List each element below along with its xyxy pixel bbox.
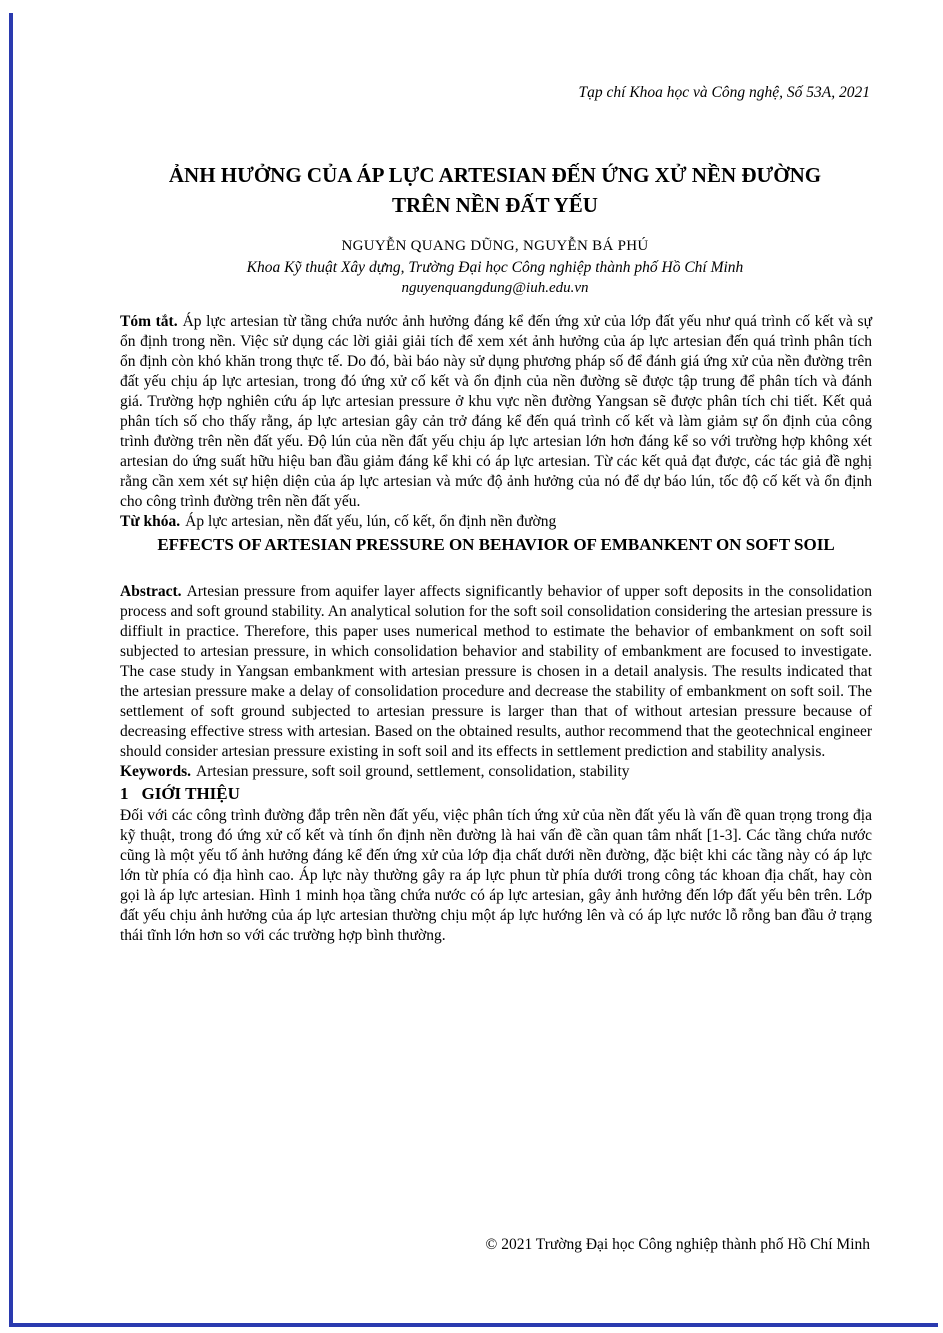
keywords-en-label: Keywords. bbox=[120, 763, 192, 780]
paper-title bbox=[100, 160, 890, 220]
page-border-left bbox=[9, 13, 13, 1327]
paper-title-line2: TRÊN NỀN ĐẤT YẾU bbox=[392, 193, 598, 217]
footer-copyright: © 2021 Trường Đại học Công nghiệp thành phố Hồ Chí Minh bbox=[485, 1236, 870, 1253]
author-email: nguyenquangdung@iuh.edu.vn bbox=[401, 280, 589, 296]
authors-line: NGUYỄN QUANG DŨNG, NGUYỄN BÁ PHÚ bbox=[341, 238, 649, 254]
keywords-en-line bbox=[120, 762, 872, 782]
abstract-en-paragraph bbox=[120, 582, 872, 762]
abstract-en-label: Abstract. bbox=[120, 583, 182, 600]
paper-body-column bbox=[120, 312, 872, 946]
section-1-heading bbox=[120, 782, 872, 806]
affiliation-line: Khoa Kỹ thuật Xây dựng, Trường Đại học Công nghiệp thành phố Hồ Chí Minh bbox=[246, 259, 744, 276]
journal-header: Tạp chí Khoa học và Công nghệ, Số 53A, 2021 bbox=[578, 84, 870, 101]
keywords-en-text: Artesian pressure, soft soil ground, settlement, consolidation, stability bbox=[196, 763, 630, 780]
section-1-paragraph: Đối với các công trình đường đắp trên nền đất yếu, việc phân tích ứng xử của nền đất yếu là vấn đề quan trọng trong địa kỹ thuật, trong đó ứng xử cố kết và tính ổn định nền đường là hai vấn đề cần quan tâm nhất [1-3]. Các tầng chứa nước cũng là một yếu tố ảnh hưởng đáng kể đến ứng xử của lớp địa chất dưới nền đường, đặc biệt khi các tầng này có áp lực lớn từ phía có địa hình cao. Áp lực này thường gây ra áp lực phun từ phía dưới trong công tác khoan địa chất, hay còn gọi là áp lực artesian. Hình 1 minh họa tầng chứa nước có áp lực artesian, gây ảnh hưởng đến lớp đất yếu bên trên. Lớp đất yếu chịu ảnh hưởng của áp lực artesian thường chịu một áp lực hướng lên và có áp lực nước lỗ rỗng ban đầu ở trạng thái tĩnh lớn hơn so với các trường hợp bình thường. bbox=[120, 807, 872, 944]
page-border-bottom bbox=[9, 1323, 938, 1327]
section-1-title: GIỚI THIỆU bbox=[141, 784, 240, 803]
abstract-vi-label: Tóm tắt. bbox=[120, 313, 178, 330]
keywords-vi-text: Áp lực artesian, nền đất yếu, lún, cố kết, ổn định nền đường bbox=[185, 513, 557, 530]
english-title: EFFECTS OF ARTESIAN PRESSURE ON BEHAVIOR OF EMBANKENT ON SOFT SOIL bbox=[157, 535, 835, 554]
paper-title-line1: ẢNH HƯỞNG CỦA ÁP LỰC ARTESIAN ĐẾN ỨNG XỬ NỀN ĐƯỜNG bbox=[168, 163, 822, 187]
section-1-number: 1 bbox=[120, 784, 129, 803]
abstract-vi-text: Áp lực artesian từ tầng chứa nước ảnh hưởng đáng kể đến ứng xử của lớp đất yếu như quá trình cố kết và sự ổn định trong nền. Việc sử dụng các lời giải giải tích để xem xét ảnh hưởng của áp lực artesian đến quá trình phân tích ổn định còn khó khăn trong thực tế. Do đó, bài báo này sử dụng phương pháp số để đánh giá ứng xử của nền đường trên đất yếu chịu áp lực artesian, trong đó ứng xử cố kết và ổn định của nền đường sẽ được tập trung để phân tích và đánh giá. Trường hợp nghiên cứu áp lực artesian pressure ở khu vực nền đường Yangsan sẽ được phân tích chi tiết. Kết quả phân tích số cho thấy rằng, áp lực artesian gây cản trở đáng kể đến quá trình cố kết và làm giảm sự ổn định của công trình đường trên nền đất yếu. Độ lún của nền đất yếu chịu áp lực artesian lớn hơn đáng kể so với trường hợp không xét artesian do ứng suất hữu hiệu ban đầu giảm đáng kể khi có áp lực artesian. Từ các kết quả đạt được, các tác giả đề nghị rằng cần xem xét sự hiện diện của áp lực artesian và mức độ ảnh hưởng của nó để dự báo lún, tốc độ cố kết và ổn định cho công trình đường trên nền đất yếu. bbox=[120, 313, 872, 510]
abstract-en-text: Artesian pressure from aquifer layer affects significantly behavior of upper soft deposits in the consolidation process and soft ground stability. An analytical solution for the soft soil consolidation considering the artesian pressure is diffiult in practice. Therefore, this paper uses numerical method to estimate the behavior of embankment on soft soil subjected to artesian pressure, in which consolidation behavior and stability of embankment are focused to investigate. The case study in Yangsan embankment with artesian pressure is chosen in a detail analysis. The results indicated that the artesian pressure make a delay of consolidation procedure and decrease the stability of embankment on soft soil. The settlement of soft ground subjected to artesian pressure is larger than that of without artesian pressure because of decreasing effective stress with artesian. Based on the obtained results, author recommend that the geotechnical engineer should consider artesian pressure existing in soft soil and its effects in settlement prediction and stability analysis. bbox=[120, 583, 872, 760]
keywords-vi-line bbox=[120, 512, 872, 532]
abstract-vi-paragraph bbox=[120, 312, 872, 512]
keywords-vi-label: Từ khóa. bbox=[120, 513, 181, 530]
